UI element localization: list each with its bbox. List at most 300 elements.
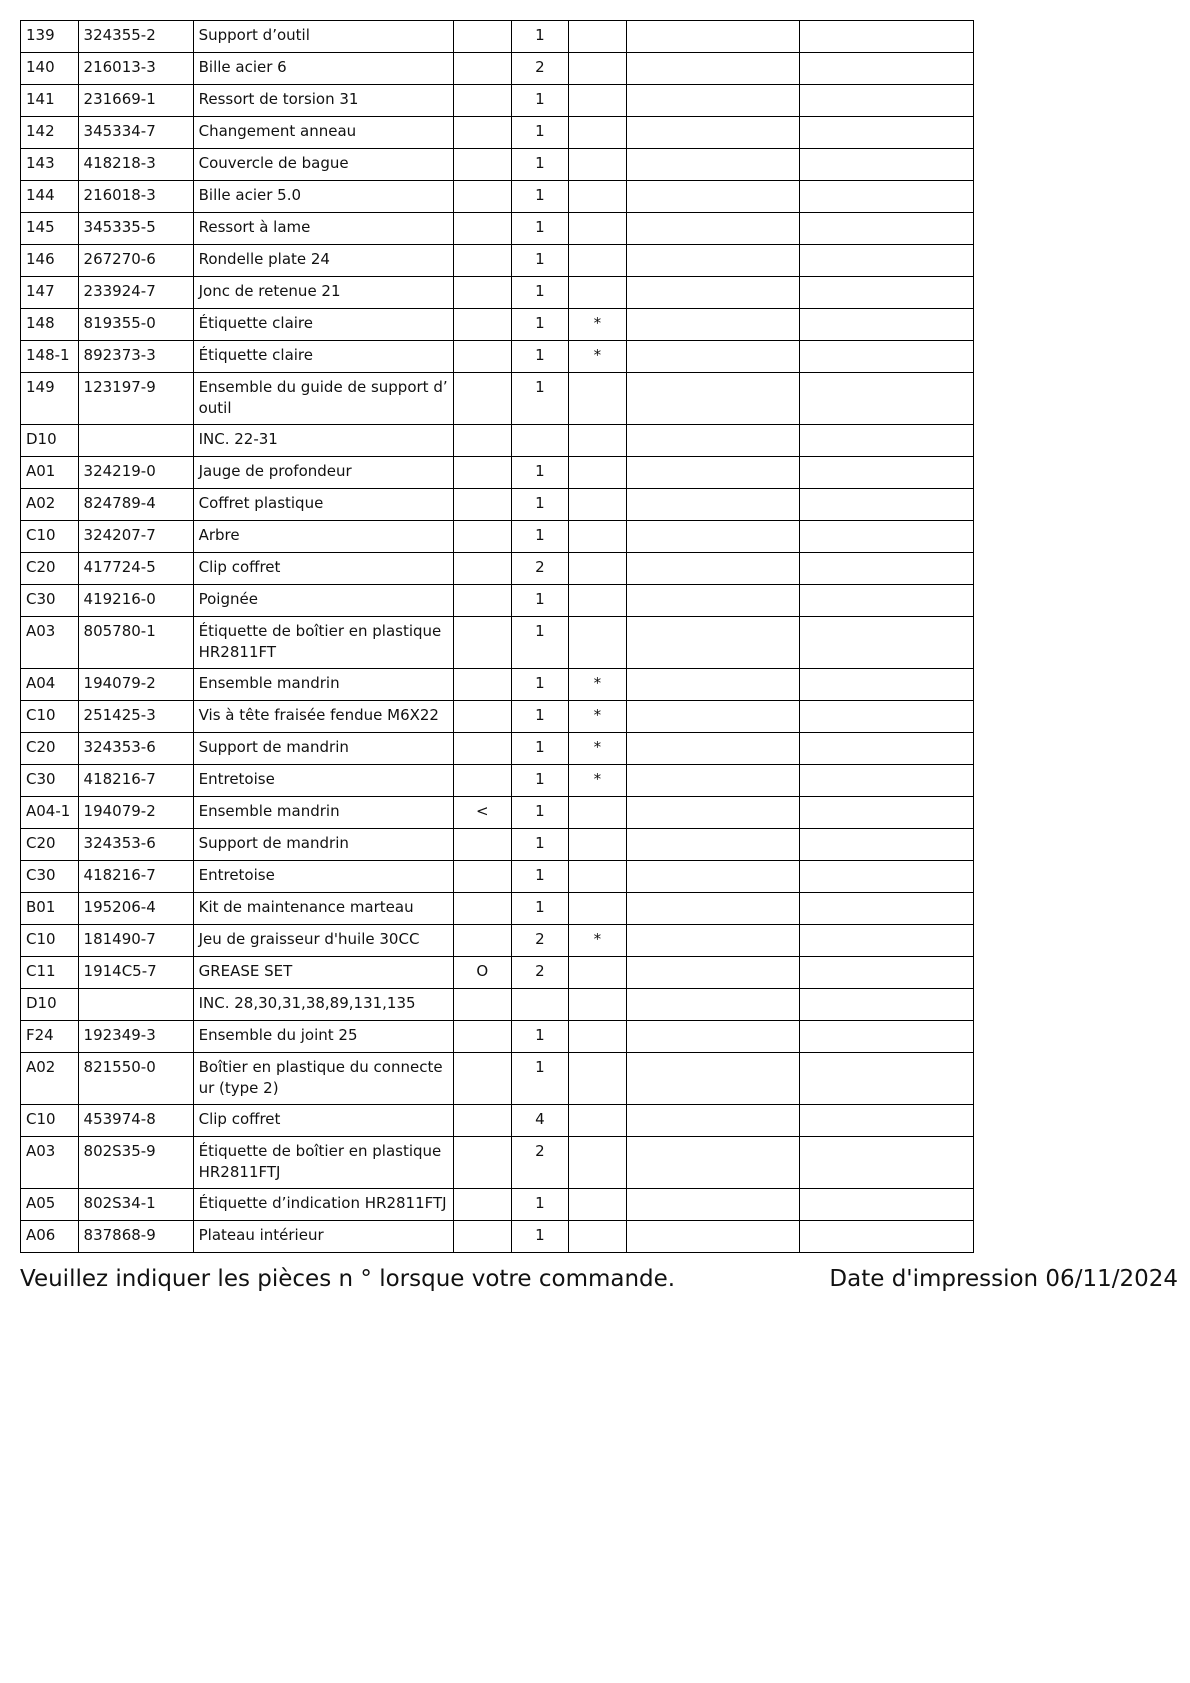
quantity-cell: 1 [511, 21, 569, 53]
table-row [21, 553, 974, 585]
quantity-cell [511, 989, 569, 1021]
description-cell: INC. 28,30,31,38,89,131,135 [193, 989, 453, 1021]
blank-cell [800, 341, 974, 373]
quantity-cell: 1 [511, 341, 569, 373]
item-number-cell: 148 [21, 309, 79, 341]
blank-cell [800, 213, 974, 245]
mark-cell [569, 373, 627, 425]
blank-cell [800, 1021, 974, 1053]
blank-cell [626, 277, 800, 309]
mark-cell [569, 245, 627, 277]
quantity-cell: 1 [511, 893, 569, 925]
blank-cell [800, 1137, 974, 1189]
blank-cell [626, 245, 800, 277]
item-number-cell: 143 [21, 149, 79, 181]
part-number-cell: 192349-3 [78, 1021, 193, 1053]
parts-table-body [21, 21, 974, 1253]
mark-cell [569, 181, 627, 213]
flag-cell [454, 1189, 512, 1221]
blank-cell [800, 893, 974, 925]
quantity-cell: 2 [511, 553, 569, 585]
blank-cell [800, 277, 974, 309]
item-number-cell: A04 [21, 669, 79, 701]
description-cell: Bille acier 6 [193, 53, 453, 85]
item-number-cell: C30 [21, 861, 79, 893]
flag-cell [454, 829, 512, 861]
blank-cell [800, 85, 974, 117]
blank-cell [800, 733, 974, 765]
blank-cell [626, 925, 800, 957]
description-cell: Support d’outil [193, 21, 453, 53]
flag-cell [454, 457, 512, 489]
mark-cell [569, 117, 627, 149]
table-row [21, 489, 974, 521]
flag-cell [454, 765, 512, 797]
description-cell: Ensemble mandrin [193, 797, 453, 829]
blank-cell [800, 1105, 974, 1137]
flag-cell [454, 341, 512, 373]
description-cell: INC. 22-31 [193, 425, 453, 457]
quantity-cell [511, 425, 569, 457]
part-number-cell: 123197-9 [78, 373, 193, 425]
quantity-cell: 1 [511, 245, 569, 277]
part-number-cell: 453974-8 [78, 1105, 193, 1137]
quantity-cell: 1 [511, 373, 569, 425]
blank-cell [626, 585, 800, 617]
description-cell: Étiquette de boîtier en plastique HR2811FT [193, 617, 453, 669]
description-cell: Coffret plastique [193, 489, 453, 521]
table-row [21, 585, 974, 617]
table-row [21, 373, 974, 425]
table-row [21, 989, 974, 1021]
blank-cell [626, 489, 800, 521]
quantity-cell: 1 [511, 309, 569, 341]
part-number-cell: 195206-4 [78, 893, 193, 925]
blank-cell [800, 585, 974, 617]
table-row [21, 341, 974, 373]
flag-cell [454, 617, 512, 669]
item-number-cell: C20 [21, 553, 79, 585]
item-number-cell: 148-1 [21, 341, 79, 373]
mark-cell [569, 585, 627, 617]
flag-cell [454, 669, 512, 701]
part-number-cell: 418218-3 [78, 149, 193, 181]
blank-cell [626, 521, 800, 553]
item-number-cell: C10 [21, 1105, 79, 1137]
item-number-cell: 142 [21, 117, 79, 149]
table-row [21, 181, 974, 213]
part-number-cell: 194079-2 [78, 669, 193, 701]
part-number-cell: 216018-3 [78, 181, 193, 213]
part-number-cell: 233924-7 [78, 277, 193, 309]
mark-cell [569, 1189, 627, 1221]
flag-cell [454, 1137, 512, 1189]
item-number-cell: 139 [21, 21, 79, 53]
quantity-cell: 1 [511, 1221, 569, 1253]
blank-cell [800, 861, 974, 893]
description-cell: Support de mandrin [193, 733, 453, 765]
item-number-cell: 141 [21, 85, 79, 117]
mark-cell [569, 21, 627, 53]
part-number-cell: 1914C5-7 [78, 957, 193, 989]
blank-cell [800, 521, 974, 553]
item-number-cell: C30 [21, 765, 79, 797]
blank-cell [800, 669, 974, 701]
mark-cell [569, 489, 627, 521]
blank-cell [800, 797, 974, 829]
blank-cell [626, 861, 800, 893]
flag-cell [454, 85, 512, 117]
table-row [21, 245, 974, 277]
table-row [21, 893, 974, 925]
blank-cell [800, 765, 974, 797]
blank-cell [800, 373, 974, 425]
blank-cell [626, 669, 800, 701]
description-cell: Bille acier 5.0 [193, 181, 453, 213]
quantity-cell: 1 [511, 521, 569, 553]
quantity-cell: 1 [511, 765, 569, 797]
item-number-cell: A06 [21, 1221, 79, 1253]
blank-cell [626, 149, 800, 181]
table-row [21, 617, 974, 669]
mark-cell [569, 617, 627, 669]
flag-cell [454, 53, 512, 85]
flag-cell [454, 181, 512, 213]
blank-cell [626, 893, 800, 925]
quantity-cell: 1 [511, 489, 569, 521]
item-number-cell: 146 [21, 245, 79, 277]
part-number-cell: 417724-5 [78, 553, 193, 585]
mark-cell [569, 85, 627, 117]
item-number-cell: C10 [21, 701, 79, 733]
mark-cell [569, 1137, 627, 1189]
blank-cell [626, 1221, 800, 1253]
description-cell: Kit de maintenance marteau [193, 893, 453, 925]
description-cell: Changement anneau [193, 117, 453, 149]
mark-cell: * [569, 309, 627, 341]
quantity-cell: 1 [511, 733, 569, 765]
blank-cell [626, 797, 800, 829]
blank-cell [800, 181, 974, 213]
table-row [21, 1021, 974, 1053]
parts-table [20, 20, 974, 1253]
item-number-cell: 149 [21, 373, 79, 425]
part-number-cell: 824789-4 [78, 489, 193, 521]
mark-cell [569, 1105, 627, 1137]
item-number-cell: A04-1 [21, 797, 79, 829]
flag-cell [454, 21, 512, 53]
table-row [21, 425, 974, 457]
part-number-cell: 802S35-9 [78, 1137, 193, 1189]
item-number-cell: C11 [21, 957, 79, 989]
description-cell: Ensemble du joint 25 [193, 1021, 453, 1053]
description-cell: Support de mandrin [193, 829, 453, 861]
item-number-cell: D10 [21, 989, 79, 1021]
part-number-cell: 324353-6 [78, 829, 193, 861]
table-row [21, 1137, 974, 1189]
mark-cell [569, 425, 627, 457]
description-cell: Étiquette de boîtier en plastique HR2811FTJ [193, 1137, 453, 1189]
mark-cell [569, 457, 627, 489]
table-row [21, 925, 974, 957]
quantity-cell: 1 [511, 149, 569, 181]
table-row [21, 213, 974, 245]
blank-cell [626, 701, 800, 733]
quantity-cell: 1 [511, 457, 569, 489]
description-cell: Rondelle plate 24 [193, 245, 453, 277]
blank-cell [800, 1221, 974, 1253]
blank-cell [626, 733, 800, 765]
part-number-cell: 419216-0 [78, 585, 193, 617]
flag-cell [454, 521, 512, 553]
item-number-cell: C20 [21, 733, 79, 765]
blank-cell [626, 1053, 800, 1105]
part-number-cell: 267270-6 [78, 245, 193, 277]
item-number-cell: C10 [21, 521, 79, 553]
flag-cell [454, 149, 512, 181]
description-cell: Couvercle de bague [193, 149, 453, 181]
description-cell: Ressort à lame [193, 213, 453, 245]
item-number-cell: A01 [21, 457, 79, 489]
blank-cell [626, 117, 800, 149]
table-row [21, 797, 974, 829]
flag-cell [454, 893, 512, 925]
part-number-cell: 324207-7 [78, 521, 193, 553]
quantity-cell: 1 [511, 1021, 569, 1053]
quantity-cell: 1 [511, 213, 569, 245]
description-cell: Jauge de profondeur [193, 457, 453, 489]
table-row [21, 765, 974, 797]
flag-cell [454, 1053, 512, 1105]
description-cell: Boîtier en plastique du connecte ur (type 2) [193, 1053, 453, 1105]
blank-cell [626, 373, 800, 425]
table-row [21, 277, 974, 309]
blank-cell [800, 149, 974, 181]
blank-cell [626, 341, 800, 373]
quantity-cell: 4 [511, 1105, 569, 1137]
part-number-cell: 345335-5 [78, 213, 193, 245]
print-date: Date d'impression 06/11/2024 [829, 1266, 1178, 1292]
part-number-cell: 324355-2 [78, 21, 193, 53]
flag-cell [454, 925, 512, 957]
part-number-cell: 418216-7 [78, 861, 193, 893]
quantity-cell: 1 [511, 85, 569, 117]
flag-cell [454, 277, 512, 309]
flag-cell [454, 1221, 512, 1253]
blank-cell [626, 1137, 800, 1189]
description-cell: Poignée [193, 585, 453, 617]
mark-cell [569, 1021, 627, 1053]
part-number-cell: 837868-9 [78, 1221, 193, 1253]
part-number-cell: 194079-2 [78, 797, 193, 829]
quantity-cell: 1 [511, 797, 569, 829]
part-number-cell: 324219-0 [78, 457, 193, 489]
table-row [21, 309, 974, 341]
blank-cell [800, 309, 974, 341]
blank-cell [800, 989, 974, 1021]
blank-cell [800, 829, 974, 861]
table-row [21, 829, 974, 861]
quantity-cell: 1 [511, 117, 569, 149]
blank-cell [800, 701, 974, 733]
mark-cell [569, 277, 627, 309]
mark-cell: * [569, 925, 627, 957]
part-number-cell: 892373-3 [78, 341, 193, 373]
flag-cell: < [454, 797, 512, 829]
flag-cell [454, 1021, 512, 1053]
mark-cell [569, 957, 627, 989]
blank-cell [626, 553, 800, 585]
part-number-cell [78, 989, 193, 1021]
table-row [21, 53, 974, 85]
blank-cell [800, 1189, 974, 1221]
mark-cell [569, 149, 627, 181]
description-cell: Arbre [193, 521, 453, 553]
flag-cell: O [454, 957, 512, 989]
quantity-cell: 1 [511, 669, 569, 701]
flag-cell [454, 245, 512, 277]
blank-cell [800, 553, 974, 585]
part-number-cell: 216013-3 [78, 53, 193, 85]
mark-cell: * [569, 669, 627, 701]
blank-cell [800, 21, 974, 53]
flag-cell [454, 989, 512, 1021]
blank-cell [800, 457, 974, 489]
blank-cell [800, 489, 974, 521]
table-row [21, 957, 974, 989]
table-row [21, 117, 974, 149]
part-number-cell: 345334-7 [78, 117, 193, 149]
blank-cell [626, 765, 800, 797]
table-row [21, 521, 974, 553]
flag-cell [454, 213, 512, 245]
mark-cell [569, 797, 627, 829]
mark-cell [569, 861, 627, 893]
mark-cell: * [569, 765, 627, 797]
quantity-cell: 1 [511, 829, 569, 861]
blank-cell [626, 1021, 800, 1053]
part-number-cell: 418216-7 [78, 765, 193, 797]
flag-cell [454, 553, 512, 585]
part-number-cell: 821550-0 [78, 1053, 193, 1105]
quantity-cell: 2 [511, 53, 569, 85]
blank-cell [626, 309, 800, 341]
quantity-cell: 2 [511, 1137, 569, 1189]
table-row [21, 149, 974, 181]
description-cell: Étiquette claire [193, 341, 453, 373]
item-number-cell: 140 [21, 53, 79, 85]
part-number-cell: 231669-1 [78, 85, 193, 117]
table-row [21, 457, 974, 489]
table-row [21, 1221, 974, 1253]
quantity-cell: 1 [511, 277, 569, 309]
description-cell: Entretoise [193, 765, 453, 797]
item-number-cell: F24 [21, 1021, 79, 1053]
mark-cell: * [569, 341, 627, 373]
mark-cell [569, 1221, 627, 1253]
blank-cell [626, 85, 800, 117]
mark-cell [569, 989, 627, 1021]
blank-cell [800, 425, 974, 457]
blank-cell [626, 957, 800, 989]
blank-cell [626, 829, 800, 861]
part-number-cell: 181490-7 [78, 925, 193, 957]
part-number-cell: 251425-3 [78, 701, 193, 733]
quantity-cell: 1 [511, 181, 569, 213]
flag-cell [454, 117, 512, 149]
item-number-cell: A02 [21, 489, 79, 521]
blank-cell [800, 617, 974, 669]
mark-cell: * [569, 733, 627, 765]
description-cell: Ressort de torsion 31 [193, 85, 453, 117]
table-row [21, 1189, 974, 1221]
blank-cell [626, 1189, 800, 1221]
flag-cell [454, 425, 512, 457]
description-cell: Clip coffret [193, 553, 453, 585]
quantity-cell: 1 [511, 1189, 569, 1221]
flag-cell [454, 701, 512, 733]
table-row [21, 1105, 974, 1137]
description-cell: Plateau intérieur [193, 1221, 453, 1253]
quantity-cell: 1 [511, 701, 569, 733]
quantity-cell: 1 [511, 617, 569, 669]
table-row [21, 733, 974, 765]
quantity-cell: 2 [511, 925, 569, 957]
blank-cell [626, 1105, 800, 1137]
flag-cell [454, 861, 512, 893]
blank-cell [800, 117, 974, 149]
item-number-cell: C20 [21, 829, 79, 861]
mark-cell [569, 213, 627, 245]
quantity-cell: 1 [511, 861, 569, 893]
item-number-cell: 147 [21, 277, 79, 309]
blank-cell [626, 457, 800, 489]
table-row [21, 669, 974, 701]
mark-cell [569, 829, 627, 861]
blank-cell [626, 181, 800, 213]
flag-cell [454, 489, 512, 521]
description-cell: Jeu de graisseur d'huile 30CC [193, 925, 453, 957]
order-note: Veuillez indiquer les pièces n ° lorsque votre commande. [20, 1266, 676, 1292]
blank-cell [800, 245, 974, 277]
item-number-cell: A03 [21, 1137, 79, 1189]
quantity-cell: 1 [511, 1053, 569, 1105]
item-number-cell: B01 [21, 893, 79, 925]
blank-cell [800, 925, 974, 957]
quantity-cell: 2 [511, 957, 569, 989]
description-cell: Entretoise [193, 861, 453, 893]
description-cell: Ensemble mandrin [193, 669, 453, 701]
page-footer [20, 1264, 1178, 1294]
mark-cell [569, 521, 627, 553]
flag-cell [454, 733, 512, 765]
blank-cell [626, 213, 800, 245]
description-cell: Jonc de retenue 21 [193, 277, 453, 309]
blank-cell [626, 53, 800, 85]
mark-cell [569, 53, 627, 85]
description-cell: Vis à tête fraisée fendue M6X22 [193, 701, 453, 733]
mark-cell: * [569, 701, 627, 733]
description-cell: GREASE SET [193, 957, 453, 989]
blank-cell [626, 21, 800, 53]
item-number-cell: A02 [21, 1053, 79, 1105]
part-number-cell: 819355-0 [78, 309, 193, 341]
item-number-cell: A05 [21, 1189, 79, 1221]
description-cell: Étiquette claire [193, 309, 453, 341]
item-number-cell: C10 [21, 925, 79, 957]
part-number-cell [78, 425, 193, 457]
mark-cell [569, 1053, 627, 1105]
